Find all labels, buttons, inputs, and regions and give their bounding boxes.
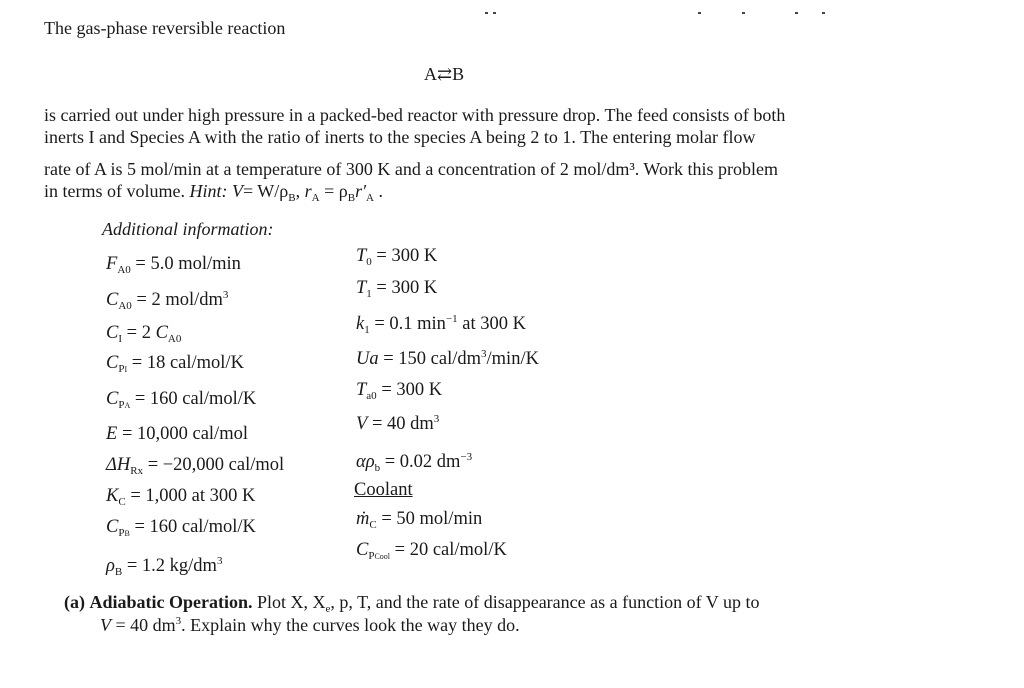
ua-sup: 3: [481, 348, 487, 360]
hint-eq2-lhs: r: [304, 181, 312, 201]
hint-eq1-rhs: = W/ρ: [242, 181, 289, 201]
cpcool-sub: P: [368, 550, 375, 562]
fa0-symbol: F: [106, 254, 118, 274]
cpa-sub: P: [118, 399, 125, 411]
eq-v: [356, 414, 439, 435]
cpcool-symbol: C: [356, 540, 369, 560]
k1-value: = 0.1 min: [374, 314, 446, 334]
fa0-value: = 5.0 mol/min: [135, 254, 241, 274]
cpcool-value: = 20 cal/mol/K: [394, 540, 507, 560]
cpa-value: = 160 cal/mol/K: [134, 389, 257, 409]
ua-tail: /min/K: [486, 349, 539, 369]
hint-eq2-rhs: = ρ: [324, 181, 348, 201]
ca0-symbol: C: [106, 290, 119, 310]
hint-label: Hint:: [189, 181, 228, 201]
cpa-symbol: C: [106, 389, 119, 409]
v-sup: 3: [433, 413, 440, 425]
cpb-value: = 160 cal/mol/K: [134, 517, 256, 537]
additional-heading: Additional information:: [102, 219, 274, 239]
v-symbol: V: [356, 414, 368, 434]
part-a-line2-sym: V: [100, 615, 111, 635]
kc-symbol: K: [106, 486, 119, 506]
part-a-text1-rest: , p, T, and the rate of disappearance as a function of V up to: [330, 592, 760, 612]
hint-eq1-sym: V: [231, 181, 243, 201]
part-a-line2-val: = 40 dm: [115, 615, 176, 635]
ca0-sub: A0: [118, 300, 132, 312]
hint-eq2-lhs-sub: A: [311, 192, 320, 204]
scan-artifact-4: [742, 12, 745, 14]
scan-artifact-6: [822, 12, 825, 14]
eq-dh: [106, 455, 284, 476]
scan-artifact-3: [698, 12, 701, 14]
eq-rhob: [106, 556, 222, 577]
cpi-subsub: I: [124, 365, 128, 374]
k1-symbol: k: [356, 314, 365, 334]
t1-symbol: T: [356, 278, 367, 298]
intro-line-3: inerts I and Species A with the ratio of inerts to the species A being 2 to 1. The entering molar flow: [44, 127, 756, 147]
eq-ua: [356, 349, 539, 370]
cpb-sub: P: [118, 527, 125, 539]
alpha-symbol: αρ: [356, 452, 375, 472]
ta0-value: = 300 K: [381, 380, 443, 400]
part-a-text1-sub: e: [325, 603, 331, 615]
ci-sub-2: A0: [167, 333, 182, 345]
eq-alpha: [356, 452, 472, 473]
dh-value: = −20,000 cal/mol: [147, 455, 285, 475]
hint-end: .: [378, 181, 383, 201]
hint-eq2-tail: r′: [355, 181, 367, 201]
rhob-sub: B: [114, 566, 123, 578]
eq-t1: [356, 278, 437, 299]
mc-symbol: ṁ: [356, 509, 370, 529]
kc-value: = 1,000 at 300 K: [130, 486, 256, 506]
t0-symbol: T: [356, 246, 367, 266]
hint-eq2-rhs-sub: B: [347, 192, 356, 204]
ca0-sup: 3: [222, 289, 229, 301]
intro-line-2: is carried out under high pressure in a packed-bed reactor with pressure drop. The feed consists of both: [44, 105, 786, 125]
eq-cpcool: [356, 540, 507, 561]
alpha-sup: −3: [460, 451, 473, 463]
scan-artifact-5: [795, 12, 798, 14]
part-a-line2-sup: 3: [175, 615, 182, 627]
t0-sub: 0: [366, 256, 372, 268]
k1-tail: at 300 K: [462, 314, 526, 334]
hint-eq2-tail-sub: A: [366, 192, 374, 204]
cpcool-subsub: Cool: [374, 552, 391, 561]
cpb-subsub: B: [124, 529, 130, 538]
e-symbol: E: [106, 424, 118, 444]
t1-value: = 300 K: [376, 278, 438, 298]
eq-fa0: [106, 254, 241, 275]
eq-k1: [356, 314, 526, 335]
intro-line-4: rate of A is 5 mol/min at a temperature of 300 K and a concentration of 2 mol/dm³. Work this problem: [44, 159, 778, 179]
dh-symbol: ΔH: [106, 455, 131, 475]
reaction-equation: A⇄B: [424, 64, 465, 84]
hint-eq1-sub: B: [288, 192, 296, 204]
cpb-symbol: C: [106, 517, 119, 537]
part-a-line2-rest: . Explain why the curves look the way they do.: [181, 615, 520, 635]
eq-cpb: [106, 517, 256, 538]
scan-artifact-2: [493, 12, 496, 14]
part-a-label: (a): [64, 592, 85, 612]
mc-sub: C: [369, 519, 377, 531]
fa0-sub: A0: [117, 264, 131, 276]
cpi-value: = 18 cal/mol/K: [131, 353, 244, 373]
ta0-sub: a0: [366, 390, 377, 402]
dh-sub: Rx: [130, 465, 144, 477]
ci-value: = 2: [126, 323, 151, 343]
ci-symbol: C: [106, 323, 119, 343]
t1-sub: 1: [366, 288, 372, 300]
alpha-sub: b: [374, 462, 381, 474]
ta0-symbol: T: [356, 380, 367, 400]
eq-cpi: [106, 353, 244, 374]
part-a-line-2: [100, 615, 520, 636]
ci-symbol-2: C: [155, 323, 168, 343]
part-a-title: Adiabatic Operation.: [89, 592, 253, 612]
cpi-symbol: C: [106, 353, 119, 373]
cpi-sub: P: [118, 363, 125, 375]
k1-sub: 1: [364, 324, 370, 336]
rhob-sup: 3: [216, 555, 223, 567]
part-a-text1: Plot X, X: [257, 592, 326, 612]
e-value: = 10,000 cal/mol: [121, 424, 248, 444]
k1-sup: −1: [445, 313, 458, 325]
scan-artifact-1: [485, 12, 488, 14]
ua-value: = 150 cal/dm: [383, 349, 482, 369]
mc-value: = 50 mol/min: [381, 509, 483, 529]
part-a-line-1: [64, 592, 759, 613]
eq-e: [106, 424, 248, 445]
eq-ta0: [356, 380, 442, 401]
v-value: = 40 dm: [371, 414, 434, 434]
eq-ci: [106, 323, 181, 344]
intro-line-5-prefix: in terms of volume.: [44, 181, 185, 201]
eq-cpa: [106, 389, 256, 410]
alpha-value: = 0.02 dm: [384, 452, 461, 472]
eq-ca0: [106, 290, 228, 311]
cpa-subsub: A: [124, 401, 131, 410]
kc-sub: C: [118, 496, 126, 508]
rhob-value: = 1.2 kg/dm: [126, 556, 217, 576]
eq-mc: [356, 509, 482, 530]
coolant-heading: Coolant: [354, 480, 413, 500]
t0-value: = 300 K: [376, 246, 438, 266]
intro-line-1: The gas-phase reversible reaction: [44, 18, 286, 38]
ci-sub: I: [118, 333, 123, 345]
hint-sep: ,: [295, 181, 301, 201]
ua-symbol: Ua: [356, 349, 379, 369]
intro-line-5: [44, 181, 383, 202]
ca0-value: = 2 mol/dm: [136, 290, 223, 310]
eq-kc: [106, 486, 255, 507]
rhob-symbol: ρ: [106, 556, 115, 576]
eq-t0: [356, 246, 437, 267]
